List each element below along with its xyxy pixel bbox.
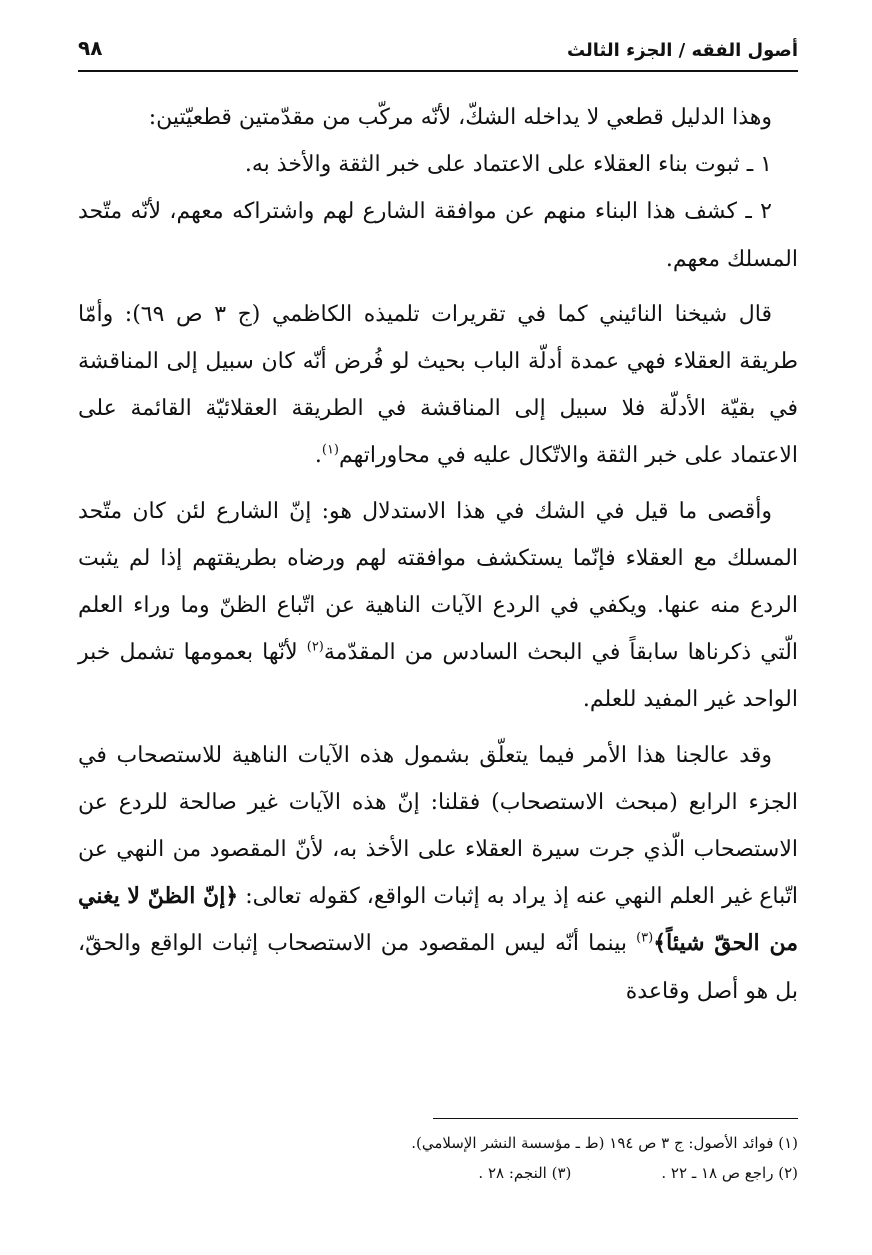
paragraph-4 [78, 291, 798, 480]
main-text [78, 94, 798, 1015]
paragraph-5-end: لأنّها بعمومها تشمل خبر الواحد غير المفيد للعلم. [78, 640, 798, 713]
paragraph-6 [78, 732, 798, 1015]
footnote-ref-3[interactable]: (٣) [636, 931, 654, 947]
footnote-3: (٣) النجم: ٢٨ . [478, 1164, 572, 1182]
paragraph-5-text: وأقصى ما قيل في الشك في هذا الاستدلال هو: إنّ الشارع لئن كان متّحد المسلك مع العقلاء فإنّما يستكشف موافقته لهم ورضاه بطريقتهم إذا لم يثبت الردع منه عنها. ويكفي في الردع الآيات الناهية عن اتّباع الظنّ وما وراء العلم الّتي ذكرناها سابقاً في البحث السادس من المقدّمة [78, 498, 798, 666]
paragraph-6-text-a: وقد عالجنا هذا الأمر فيما يتعلّق بشمول هذه الآيات الناهية للاستصحاب في الجزء الرابع (مبحث الاستصحاب) فقلنا: إنّ هذه الآيات غير صالحة للردع عن الاستصحاب الّذي جرت سيرة العقلاء على الأخذ به، لأنّ المقصود من النهي عن اتّباع غير العلم النهي عنه إذ يراد به إثبات الواقع، كقوله تعالى: [78, 742, 798, 910]
quran-verse: ﴿إنّ الظنّ لا يغني من الحقّ شيئاً﴾ [78, 883, 798, 957]
footnote-separator [433, 1118, 798, 1119]
footnote-row-1 [78, 1128, 798, 1158]
paragraph-1: وهذا الدليل قطعي لا يداخله الشكّ، لأنّه مركّب من مقدّمتين قطعيّتين: [148, 105, 772, 130]
header-rule [78, 70, 798, 72]
footnote-row-2 [78, 1158, 798, 1188]
footnotes [78, 1128, 798, 1188]
paragraph-2: ١ ـ ثبوت بناء العقلاء على الاعتماد على خبر الثقة والأخذ به. [244, 152, 772, 178]
paragraph-3: ٢ ـ كشف هذا البناء منهم عن موافقة الشارع لهم واشتراكه معهم، لأنّه متّحد المسلك معهم. [78, 199, 798, 272]
page-number: ٩٨ [78, 36, 103, 60]
paragraph-6-text-b: بينما أنّه ليس المقصود من الاستصحاب إثبات الواقع والحقّ، بل هو أصل وقاعدة [78, 931, 798, 1004]
paragraph-4-text: قال شيخنا النائيني‏ كما في تقريرات تلميذه الكاظمي‏ (ج ٣ ص ٦٩): وأمّا طريقة العقلاء فهي عمدة أدلّة الباب بحيث لو فُرض أنّه كان سبيل إلى المناقشة في بقيّة الأدلّة فلا سبيل إلى المناقشة في الطريقة العقلائيّة القائمة على الاعتماد على خبر الثقة والاتّكال عليه في محاوراتهم [78, 301, 798, 469]
footnote-ref-2[interactable]: (٢) [306, 639, 324, 655]
paragraph-5 [78, 488, 798, 724]
running-title: أصول الفقه / الجزء الثالث [566, 40, 798, 61]
paragraph-4-end: . [314, 443, 322, 469]
footnote-1: (١) فوائد الأصول: ج ٣ ص ١٩٤ (ط ـ مؤسسة النشر الإسلامي). [411, 1134, 798, 1152]
page-header [78, 32, 798, 72]
footnote-2: (٢) راجع ص ١٨ ـ ٢٢ . [661, 1164, 798, 1182]
footnote-ref-1[interactable]: (١) [321, 443, 339, 459]
